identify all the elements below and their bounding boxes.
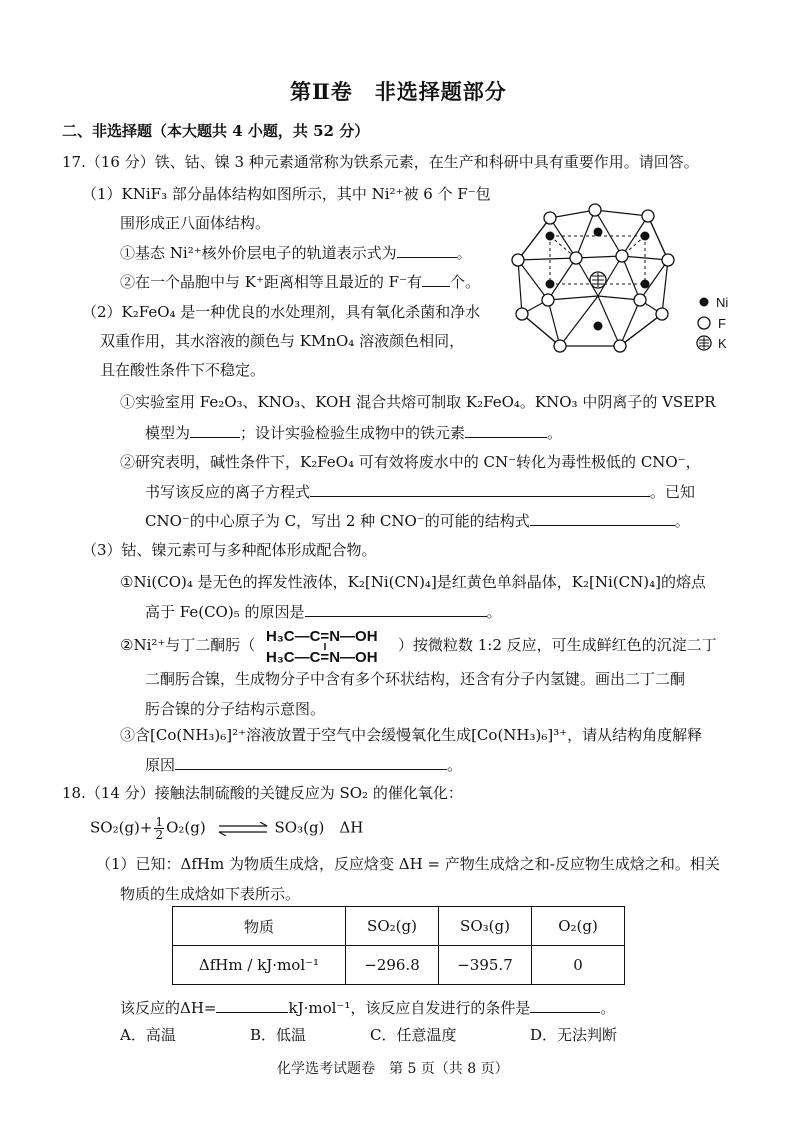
- table-cell: −296.8: [346, 946, 439, 985]
- q17-p3-i-line1: ①Ni(CO)₄ 是无色的挥发性液体，K₂[Ni(CN)₄]是红黄色单斜晶体，K₂[Ni(CN)₄]的熔点: [120, 573, 706, 591]
- equilibrium-arrow-icon: [217, 822, 269, 836]
- q17-p2-i-text2: ；设计实验检验生成物中的铁元素: [240, 424, 466, 442]
- eq-fraction: [154, 816, 164, 841]
- q17-p3-iii-text: 原因: [145, 756, 176, 774]
- q17-p3-iii-line1: ③含[Co(NH₃)₆]²⁺溶液放置于空气中会缓慢氧化生成[Co(NH₃)₆]³⁺，请从结构角度解释: [120, 726, 703, 744]
- eq-num: 1: [155, 815, 164, 829]
- q17-p2-ii-line1: ②研究表明，碱性条件下，K₂FeO₄ 可有效将废水中的 CN⁻转化为毒性极低的 CNO⁻，: [120, 453, 701, 471]
- q18-p1-line1: （1）已知：ΔfHm 为物质生成焓，反应焓变 ΔH = 产物生成焓之和-反应物生成焓之和。相关: [96, 855, 720, 873]
- q17-p3-ii-text: 肟合镍的分子结构示意图: [145, 700, 311, 718]
- table-header-row: [173, 907, 625, 946]
- q17-p3-ii-lead: ②Ni²⁺与丁二酮肟（: [120, 636, 256, 654]
- table-header: SO₃(g): [439, 907, 532, 946]
- answer-blank[interactable]: [216, 997, 288, 1013]
- q18-ans-text1: 该反应的ΔH=: [120, 999, 217, 1017]
- table-cell: 0: [532, 946, 625, 985]
- q17-p3-i-line2: [145, 601, 502, 622]
- answer-blank[interactable]: [422, 271, 450, 287]
- eq-mid: O₂(g): [166, 818, 206, 837]
- q17-p3-ii-line2: 二酮肟合镍，生成物分子中含有多个环状结构，还含有分子内氢键。画出二丁二酮: [145, 670, 686, 688]
- section-heading: 二、非选择题（本大题共 4 小题，共 52 分）: [62, 122, 370, 140]
- table-header: SO₂(g): [346, 907, 439, 946]
- q17-p1-line2: 围形成正八面体结构。: [120, 214, 271, 232]
- q18-stem: 18.（14 分）接触法制硫酸的关键反应为 SO₂ 的催化氧化：: [62, 784, 463, 802]
- option-c[interactable]: C．任意温度: [370, 1026, 457, 1044]
- table-header: O₂(g): [532, 907, 625, 946]
- period: 。: [486, 603, 502, 621]
- period: 。: [456, 244, 472, 262]
- q17-p3-ii-line3: [145, 699, 325, 719]
- q18-options: [120, 1025, 617, 1045]
- page-footer: 化学选考试题卷 第 5 页（共 8 页）: [277, 1061, 509, 1077]
- q17-p2-line1: （2）K₂FeO₄ 是一种优良的水处理剂，具有氧化杀菌和净水: [82, 303, 481, 321]
- q18-p1-line2: 物质的生成焓如下表所示。: [120, 885, 301, 903]
- q17-p2-ii-text2: 。已知: [650, 483, 696, 501]
- q17-p1-ii-text: ②在一个晶胞中与 K⁺距离相等且最近的 F⁻有: [120, 273, 422, 291]
- formula-line-1: H₃C—C=N—OH: [266, 628, 378, 645]
- q17-p1-ii-end: 个。: [450, 273, 481, 291]
- answer-blank[interactable]: [530, 997, 600, 1013]
- period: 。: [600, 999, 616, 1017]
- enthalpy-table: [172, 906, 625, 985]
- q17-p2-ii-line2: [145, 481, 695, 502]
- q17-p2-i-line2: [145, 422, 562, 443]
- q17-p3-iii-line2: [145, 754, 462, 775]
- period: 。: [447, 756, 463, 774]
- legend-ni-label: Ni: [716, 295, 729, 310]
- q18-ans-text2: kJ·mol⁻¹，该反应自发进行的条件是: [288, 999, 531, 1017]
- q17-p1-i-text: ①基态 Ni²⁺核外价层电子的轨道表示式为: [120, 244, 397, 262]
- option-a[interactable]: A．高温: [120, 1026, 176, 1044]
- table-header: 物质: [173, 907, 346, 946]
- q17-p2-ii-line3: [145, 510, 690, 531]
- legend-f-marker: [698, 317, 710, 329]
- eq-left: SO₂(g)+: [90, 818, 153, 837]
- q18-equation: [90, 816, 363, 841]
- q17-p2-line3: 且在酸性条件下不稳定。: [100, 361, 266, 379]
- page-title: 第Ⅱ卷 非选择题部分: [290, 79, 507, 104]
- q17-p3-ii-trail: ）按微粒数 1:2 反应，可生成鲜红色的沉淀二丁: [398, 636, 717, 654]
- knif3-crystal-figure: [500, 196, 740, 366]
- q17-p3-i-text: 高于 Fe(CO)₅ 的原因是: [145, 603, 305, 621]
- q17-p2-line2: 双重作用，其水溶液的颜色与 KMnO₄ 溶液颜色相同，: [100, 332, 465, 350]
- q17-p2-ii-text1: 书写该反应的离子方程式: [145, 483, 311, 501]
- legend: [697, 295, 728, 351]
- q17-p3: （3）钴、镍元素可与多种配体形成配合物。: [82, 541, 377, 559]
- q18-answer-line: [120, 997, 615, 1018]
- q17-p2-i-text1: 模型为: [145, 424, 191, 442]
- legend-k-label: K: [718, 336, 727, 351]
- eq-den: 2: [155, 828, 164, 842]
- answer-blank[interactable]: [397, 242, 457, 258]
- table-cell: ΔfHm / kJ·mol⁻¹: [173, 946, 346, 985]
- k-atom: [590, 272, 606, 288]
- q17-stem: 17.（16 分）铁、钴、镍 3 种元素通常称为铁系元素，在生产和科研中具有重要作用。请回答。: [62, 153, 699, 171]
- formula-line-2: H₃C—C=N—OH: [266, 649, 378, 666]
- answer-blank[interactable]: [530, 510, 675, 526]
- period: 。: [310, 700, 326, 718]
- option-d[interactable]: D．无法判断: [530, 1026, 618, 1044]
- table-cell: −395.7: [439, 946, 532, 985]
- legend-ni-marker: [700, 298, 709, 307]
- option-b[interactable]: B．低温: [250, 1026, 307, 1044]
- q17-p2-ii-text3: CNO⁻的中心原子为 C，写出 2 种 CNO⁻的可能的结构式: [145, 512, 530, 530]
- q17-p1-line1: （1）KNiF₃ 部分晶体结构如图所示，其中 Ni²⁺被 6 个 F⁻包: [82, 185, 491, 203]
- table-row: [173, 946, 625, 985]
- q17-p1-ii: [120, 271, 480, 292]
- q17-p2-i-line1: ①实验室用 Fe₂O₃、KNO₃、KOH 混合共熔可制取 K₂FeO₄。KNO₃ 中阴离子的 VSEPR: [120, 393, 716, 411]
- answer-blank[interactable]: [305, 601, 487, 617]
- answer-blank[interactable]: [175, 754, 447, 770]
- dimethylglyoxime-structure: [262, 624, 400, 666]
- period: 。: [547, 424, 563, 442]
- answer-blank[interactable]: [190, 422, 240, 438]
- eq-right: SO₃(g) ΔH: [274, 818, 364, 837]
- q17-p1-i: [120, 242, 472, 263]
- period: 。: [674, 512, 690, 530]
- answer-blank[interactable]: [310, 481, 650, 497]
- legend-f-label: F: [718, 316, 726, 331]
- answer-blank[interactable]: [465, 422, 547, 438]
